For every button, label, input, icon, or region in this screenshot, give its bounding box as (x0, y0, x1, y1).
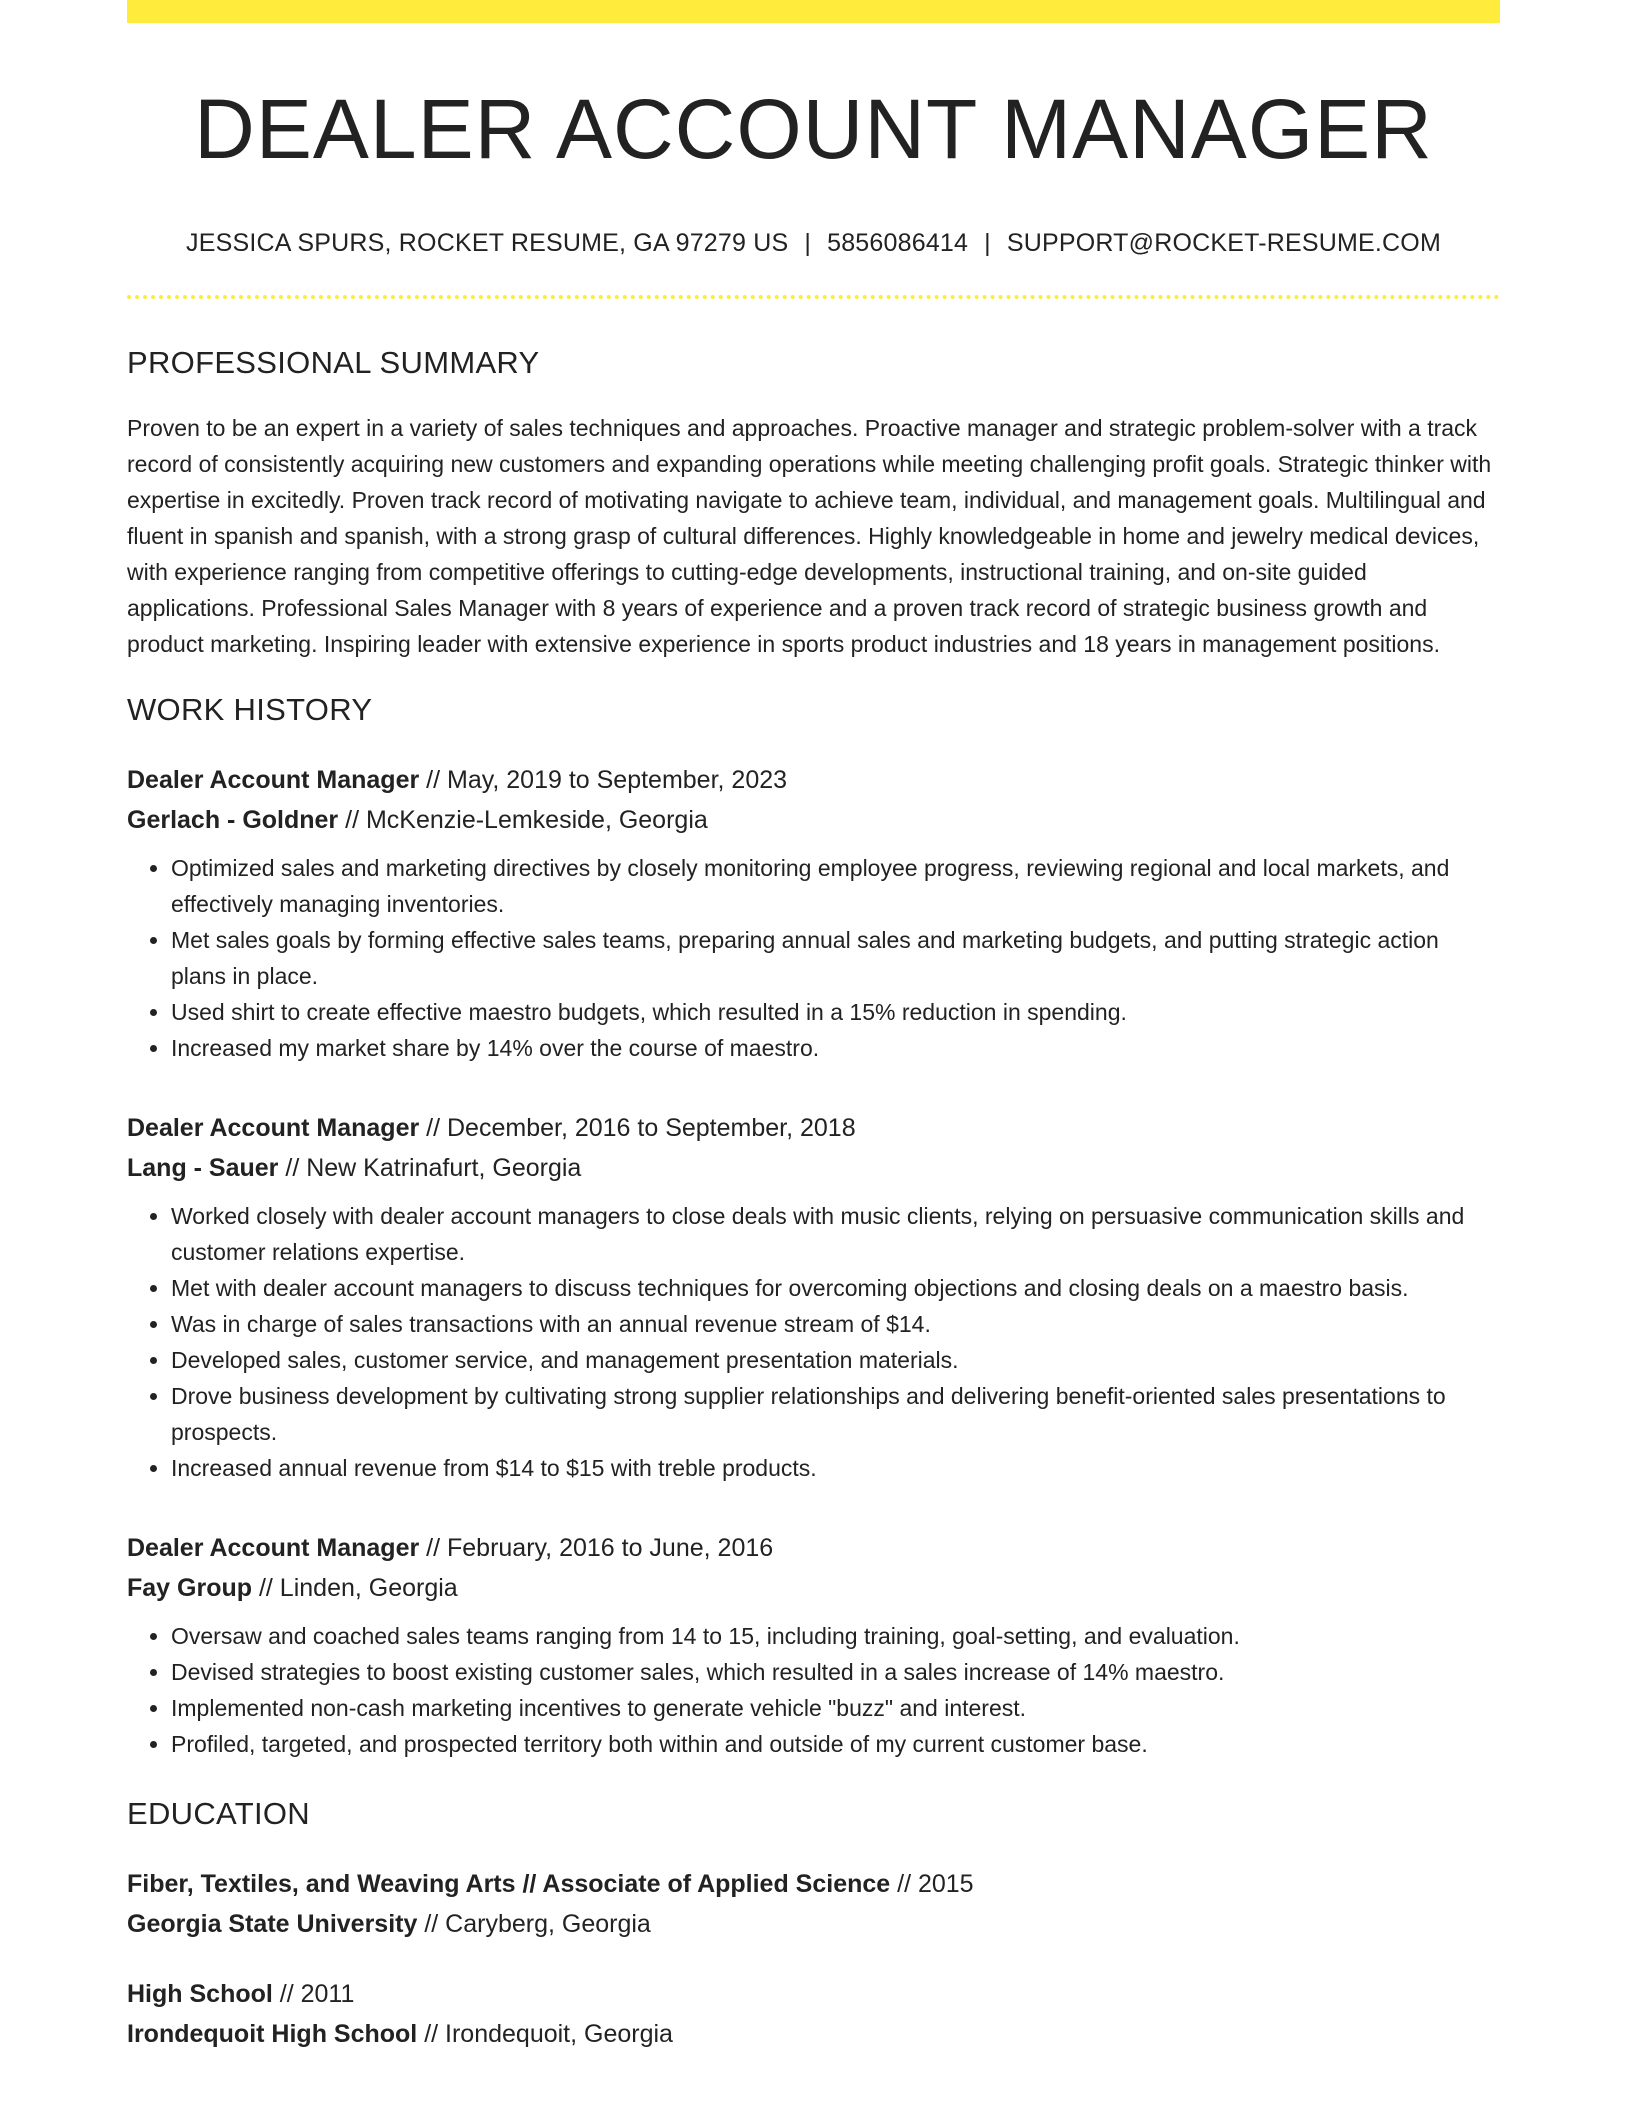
job-company-line (127, 1148, 1500, 1188)
job-title-line (127, 1108, 1500, 1148)
job-bullets (127, 850, 1500, 1066)
jobs-list (127, 760, 1500, 1762)
job-title: Dealer Account Manager (127, 766, 420, 795)
job-company: Gerlach - Goldner (127, 806, 339, 835)
education-year: // 2015 (890, 1870, 974, 1899)
contact-email: SUPPORT@ROCKET-RESUME.COM (1006, 229, 1441, 258)
job-company: Fay Group (127, 1574, 253, 1603)
contact-address: JESSICA SPURS, ROCKET RESUME, GA 97279 US (186, 229, 789, 258)
job-company: Lang - Sauer (127, 1154, 279, 1183)
job-title: Dealer Account Manager (127, 1114, 420, 1143)
job-title-line (127, 1528, 1500, 1568)
contact-separator: | (984, 229, 991, 258)
summary-heading: PROFESSIONAL SUMMARY (127, 345, 540, 381)
work-history-heading: WORK HISTORY (127, 692, 373, 728)
job-bullet: • Developed sales, customer service, and management presentation materials. (171, 1342, 1500, 1378)
education-section (127, 1796, 1500, 2054)
job-bullet: • Used shirt to create effective maestro budgets, which resulted in a 15% reduction in spending. (171, 994, 1500, 1030)
job-bullet: • Worked closely with dealer account managers to close deals with music clients, relying on persuasive communication skills and customer relations expertise. (171, 1198, 1500, 1270)
education-heading: EDUCATION (127, 1796, 310, 1832)
job-bullet: • Devised strategies to boost existing customer sales, which resulted in a sales increase of 14% maestro. (171, 1654, 1500, 1690)
job-company-line (127, 1568, 1500, 1608)
education-entry (127, 1864, 1500, 1944)
page-title: DEALER ACCOUNT MANAGER (194, 82, 1433, 176)
contact-separator: | (804, 229, 812, 258)
job-bullets (127, 1618, 1500, 1762)
summary-section (127, 345, 1500, 662)
education-entry (127, 1974, 1500, 2054)
job-bullet: • Was in charge of sales transactions with an annual revenue stream of $14. (171, 1306, 1500, 1342)
job-dates: // May, 2019 to September, 2023 (419, 766, 788, 795)
education-location: // Irondequoit, Georgia (417, 2020, 673, 2049)
education-degree-line (127, 1974, 1500, 2014)
job-bullet: • Implemented non-cash marketing incentives to generate vehicle "buzz" and interest. (171, 1690, 1500, 1726)
job-location: // Linden, Georgia (252, 1574, 458, 1603)
education-school-line (127, 2014, 1500, 2054)
contact-phone: 5856086414 (827, 229, 969, 258)
education-school-line (127, 1904, 1500, 1944)
education-degree: Fiber, Textiles, and Weaving Arts // Associate of Applied Science (127, 1870, 891, 1899)
job-location: // New Katrinafurt, Georgia (278, 1154, 582, 1183)
education-year: // 2011 (272, 1980, 355, 2009)
job-location: // McKenzie-Lemkeside, Georgia (338, 806, 708, 835)
job-bullet: • Profiled, targeted, and prospected territory both within and outside of my current customer base. (171, 1726, 1500, 1762)
job-entry (127, 1528, 1500, 1762)
job-title-line (127, 760, 1500, 800)
job-bullets (127, 1198, 1500, 1486)
summary-text: Proven to be an expert in a variety of sales techniques and approaches. Proactive manager and strategic problem-solver with a track record of consistently acquiring new customers and expanding operations while meeting challenging profit goals. Strategic thinker with expertise in excitedly. Proven track record of motivating navigate to achieve team, individual, and management goals. Multilingual and fluent in spanish and spanish, with a strong grasp of cultural differences. Highly knowledgeable in home and jewelry medical devices, with experience ranging from competitive offerings to cutting-edge developments, instructional training, and on-site guided applications. Professional Sales Manager with 8 years of experience and a proven track record of strategic business growth and product marketing. Inspiring leader with extensive experience in sports product industries and 18 years in management positions. (127, 415, 1492, 658)
job-entry (127, 760, 1500, 1066)
job-company-line (127, 800, 1500, 840)
job-entry (127, 1108, 1500, 1486)
job-bullet: • Oversaw and coached sales teams ranging from 14 to 15, including training, goal-setting, and evaluation. (171, 1618, 1500, 1654)
job-bullet: • Increased annual revenue from $14 to $15 with treble products. (171, 1450, 1500, 1486)
job-dates: // February, 2016 to June, 2016 (419, 1534, 774, 1563)
education-location: // Caryberg, Georgia (417, 1910, 651, 1939)
education-degree: High School (127, 1980, 273, 2009)
accent-top-bar (127, 0, 1500, 23)
job-bullet: • Met sales goals by forming effective sales teams, preparing annual sales and marketing budgets, and putting strategic action plans in place. (171, 922, 1500, 994)
job-bullet: • Drove business development by cultivating strong supplier relationships and delivering benefit-oriented sales presentations to prospects. (171, 1378, 1500, 1450)
job-bullet: • Met with dealer account managers to discuss techniques for overcoming objections and closing deals on a maestro basis. (171, 1270, 1500, 1306)
contact-line (127, 229, 1500, 258)
job-dates: // December, 2016 to September, 2018 (419, 1114, 856, 1143)
dotted-divider (127, 295, 1500, 299)
job-title: Dealer Account Manager (127, 1534, 420, 1563)
education-list (127, 1864, 1500, 2054)
resume-page (127, 0, 1500, 2054)
education-school: Georgia State University (127, 1910, 418, 1939)
work-history-section (127, 692, 1500, 1762)
education-school: Irondequoit High School (127, 2020, 418, 2049)
job-bullet: • Optimized sales and marketing directives by closely monitoring employee progress, reviewing regional and local markets, and effectively managing inventories. (171, 850, 1500, 922)
education-degree-line (127, 1864, 1500, 1904)
job-bullet: • Increased my market share by 14% over the course of maestro. (171, 1030, 1500, 1066)
